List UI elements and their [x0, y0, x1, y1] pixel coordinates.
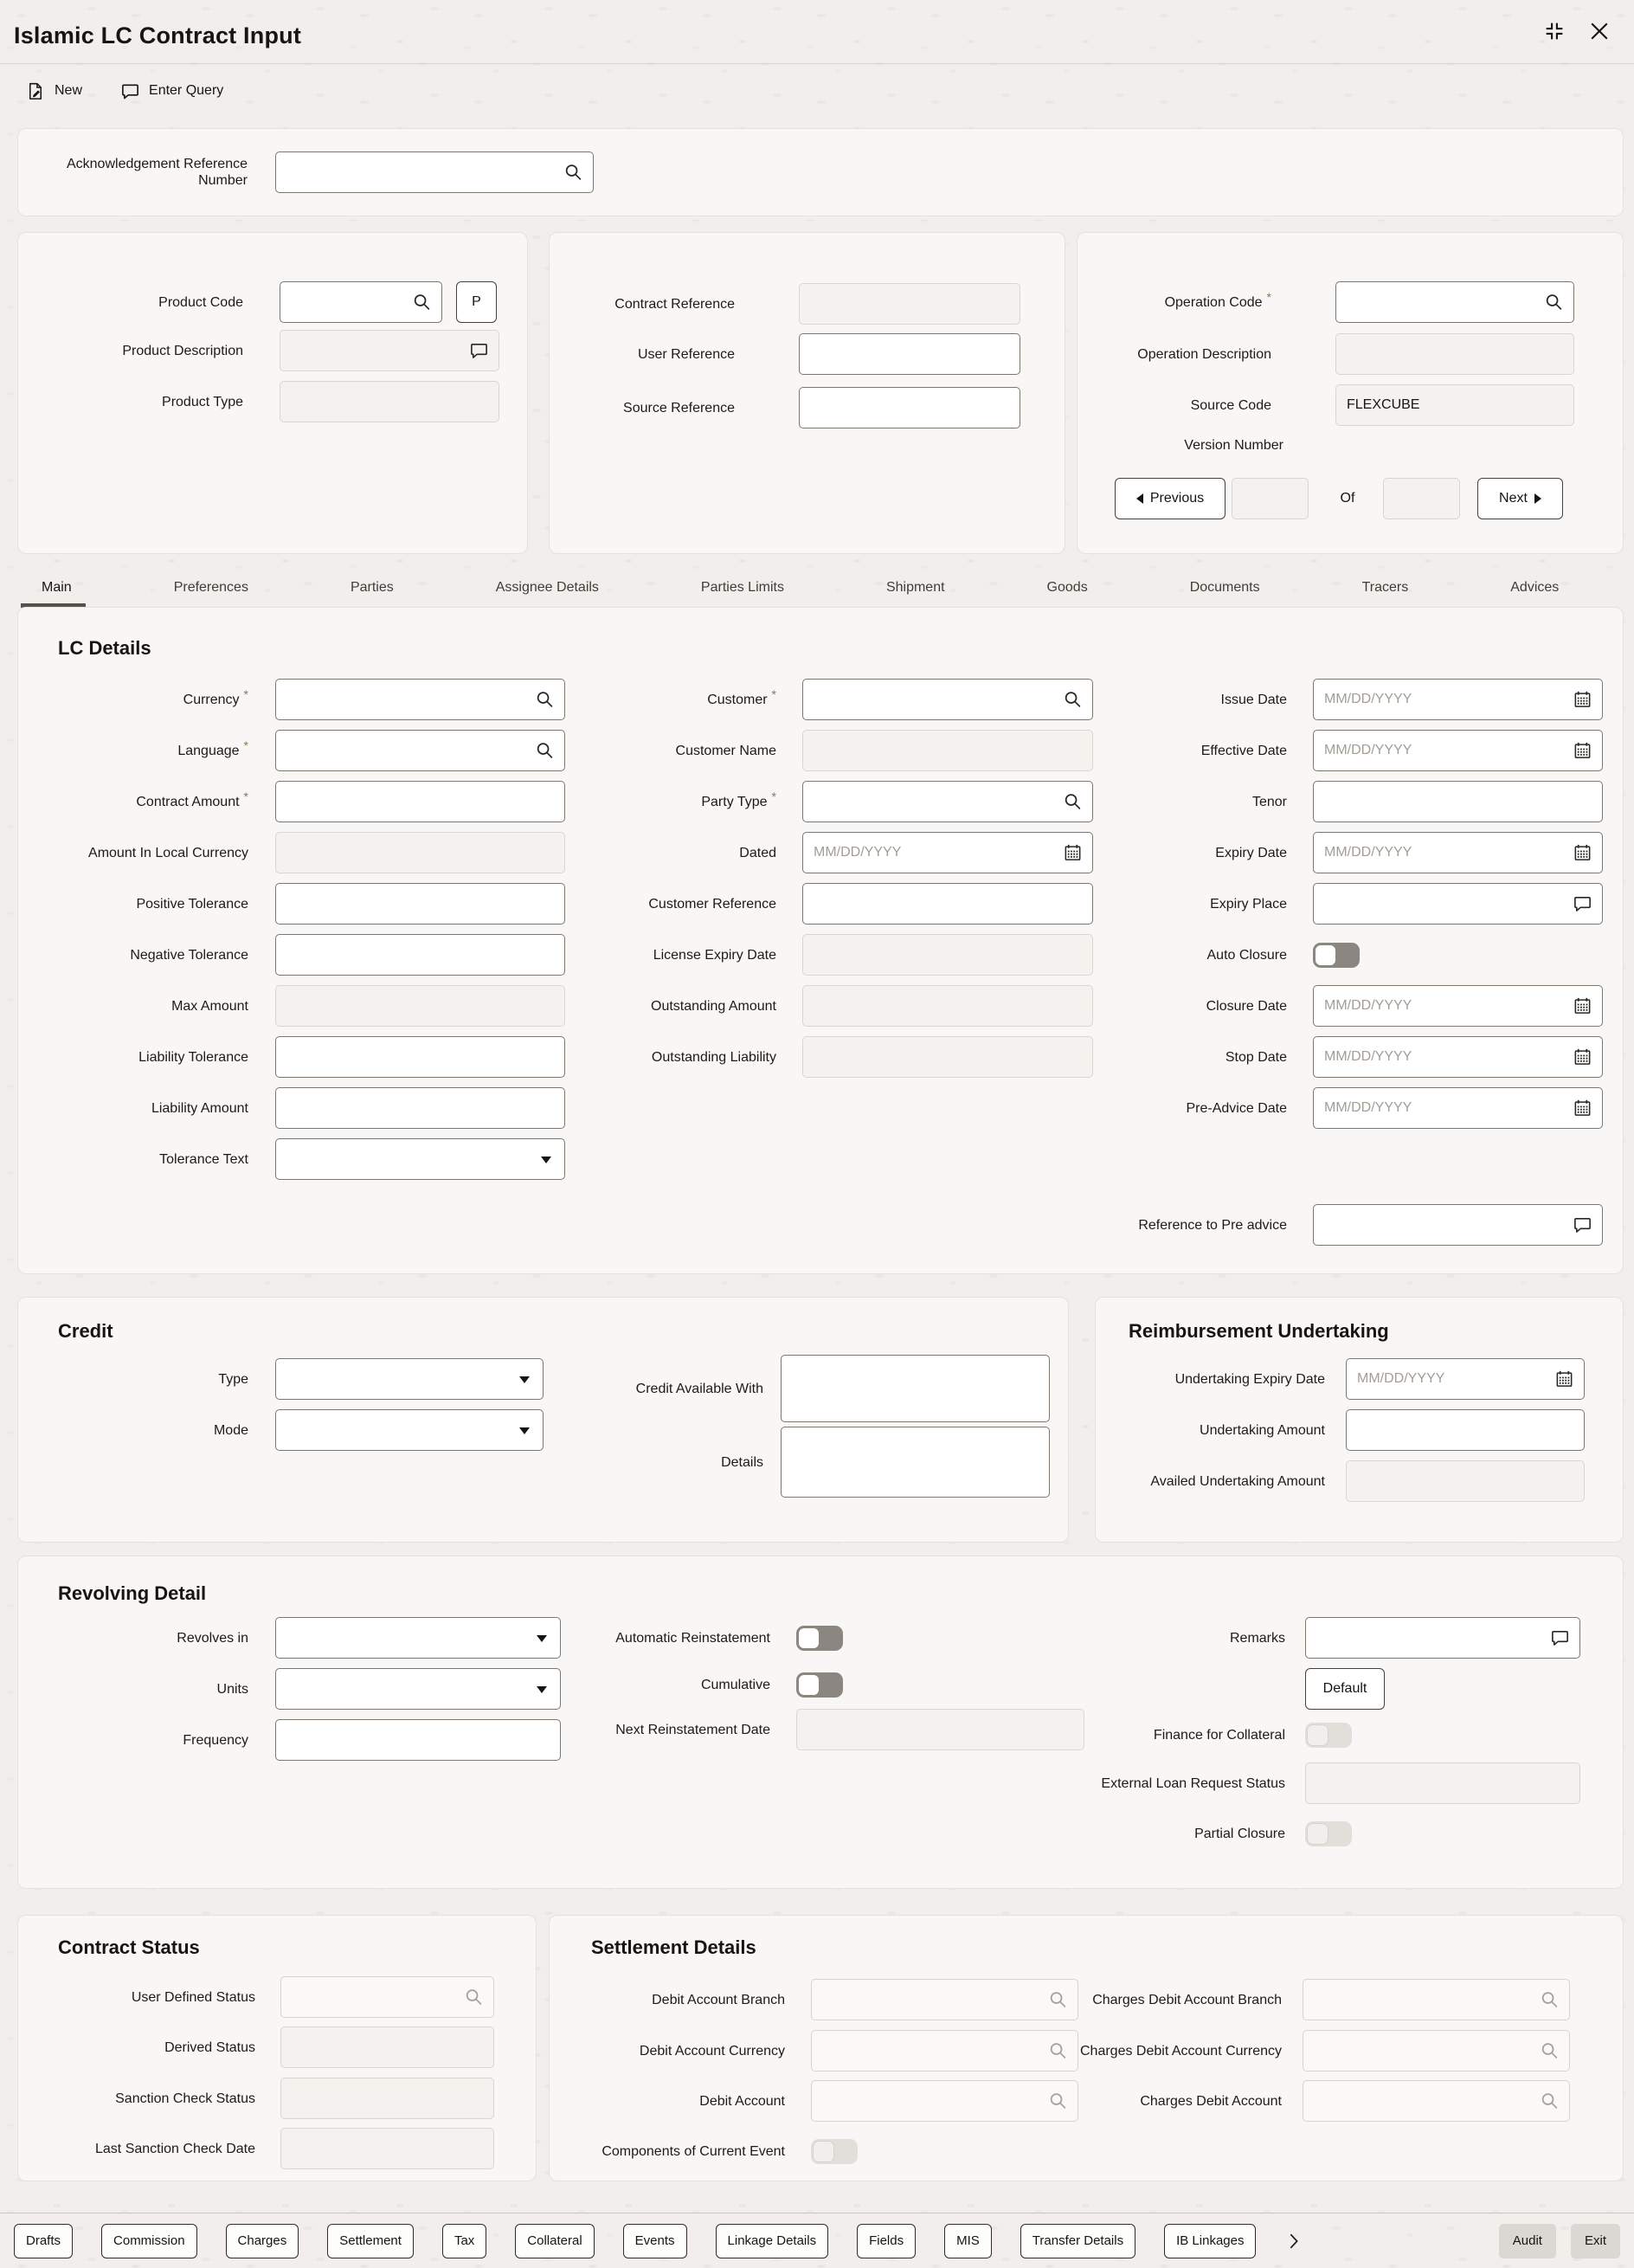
issue-date-label: Issue Date: [1220, 692, 1287, 707]
chevron-down-icon[interactable]: [541, 1157, 551, 1163]
availed-undertaking-amount-field: [1347, 1461, 1584, 1501]
next-reinstatement-date-input: [796, 1709, 1084, 1750]
settlement-details-panel: [549, 1915, 1624, 2181]
customer-label: Customer *: [707, 686, 776, 707]
frequency-label: Frequency: [183, 1732, 248, 1748]
comment-bubble-icon[interactable]: [1573, 894, 1592, 914]
toggle-knob: [798, 1674, 820, 1696]
toggle-knob: [1307, 1724, 1328, 1746]
operation-code-field[interactable]: [1336, 282, 1573, 322]
tab-documents[interactable]: Documents: [1189, 580, 1260, 595]
max-amount-label: Max Amount: [171, 998, 248, 1014]
triangle-right-icon: [1534, 493, 1541, 504]
effective-date-field[interactable]: [1314, 731, 1602, 770]
of-label: Of: [1340, 491, 1355, 506]
customer-name-input: [802, 730, 1093, 771]
product-type-field: [280, 382, 499, 422]
charges-debit-account-field[interactable]: [1303, 2081, 1569, 2121]
operation-description-input: [1335, 333, 1574, 375]
expiry-place-label: Expiry Place: [1210, 896, 1287, 912]
external-loan-request-status-input: [1305, 1762, 1580, 1804]
tab-advices[interactable]: Advices: [1510, 580, 1560, 595]
search-icon[interactable]: [1540, 2041, 1560, 2061]
next-version-button[interactable]: Next: [1477, 478, 1563, 519]
amount-local-currency-input: [275, 832, 565, 873]
source-reference-label: Source Reference: [623, 400, 735, 416]
revolving-panel: [17, 1556, 1624, 1889]
calendar-icon[interactable]: [1573, 690, 1592, 710]
customer-reference-label: Customer Reference: [648, 896, 776, 912]
party-type-input[interactable]: [802, 781, 1093, 822]
calendar-icon[interactable]: [1573, 1099, 1592, 1118]
credit-panel: [17, 1297, 1069, 1543]
expiry-date-field[interactable]: [1314, 833, 1602, 873]
search-icon[interactable]: [1544, 293, 1564, 312]
last-sanction-check-date-input: [280, 2128, 494, 2169]
new-label: New: [55, 83, 83, 98]
required-marker: *: [1266, 289, 1271, 304]
closure-date-field[interactable]: [1314, 986, 1602, 1026]
expiry-place-input[interactable]: [1313, 883, 1603, 925]
units-select[interactable]: [275, 1668, 561, 1710]
operation-description-field: [1336, 334, 1573, 374]
tab-main[interactable]: Main: [42, 571, 72, 607]
contract-status-heading: Contract Status: [58, 1936, 200, 1958]
outstanding-amount-field: [803, 986, 1092, 1026]
toggle-knob: [813, 2141, 834, 2162]
customer-name-field: [803, 731, 1092, 770]
credit-heading: Credit: [58, 1320, 113, 1342]
debit-account-field[interactable]: [812, 2081, 1078, 2121]
comment-bubble-icon[interactable]: [1573, 1215, 1592, 1235]
transfer-details-button[interactable]: Transfer Details: [1020, 2224, 1135, 2258]
acknowledgement-panel: [17, 128, 1624, 216]
toggle-knob: [1315, 944, 1336, 966]
user-reference-field[interactable]: [800, 334, 1020, 374]
source-reference-field[interactable]: [800, 388, 1020, 428]
charges-button[interactable]: Charges: [226, 2224, 299, 2258]
calendar-icon[interactable]: [1573, 1047, 1592, 1067]
undertaking-expiry-date-field[interactable]: [1347, 1359, 1584, 1399]
charges-debit-account-currency-field[interactable]: [1303, 2031, 1569, 2071]
charges-debit-account-input[interactable]: [1303, 2080, 1570, 2122]
negative-tolerance-input[interactable]: [275, 934, 565, 976]
chevron-down-icon[interactable]: [519, 1376, 530, 1383]
reference-panel: [549, 232, 1065, 554]
debit-account-branch-input[interactable]: [811, 1979, 1078, 2020]
derived-status-label: Derived Status: [164, 2039, 255, 2055]
components-of-current-event-toggle: [811, 2139, 858, 2164]
search-icon[interactable]: [1540, 1990, 1560, 2010]
language-field[interactable]: [276, 731, 564, 770]
cumulative-label: Cumulative: [700, 1677, 770, 1692]
comment-bubble-icon[interactable]: [469, 341, 489, 361]
availed-undertaking-amount-input: [1346, 1460, 1585, 1502]
pre-advice-date-label: Pre-Advice Date: [1186, 1100, 1287, 1116]
required-marker: *: [243, 686, 248, 701]
charges-debit-account-label: Charges Debit Account: [1140, 2093, 1282, 2109]
chevron-right-icon[interactable]: [1284, 2232, 1303, 2251]
customer-reference-field[interactable]: [803, 884, 1092, 924]
debit-account-input[interactable]: [811, 2080, 1078, 2122]
expiry-place-field[interactable]: [1314, 884, 1602, 924]
version-total-field: [1384, 479, 1459, 519]
liability-tolerance-input[interactable]: [275, 1036, 565, 1078]
toggle-knob: [798, 1627, 820, 1649]
product-description-input: [280, 330, 499, 371]
audit-button[interactable]: Audit: [1499, 2224, 1556, 2258]
required-marker: *: [771, 789, 776, 803]
tab-preferences[interactable]: Preferences: [173, 580, 248, 595]
undertaking-amount-field[interactable]: [1347, 1410, 1584, 1450]
events-button[interactable]: Events: [623, 2224, 687, 2258]
chevron-down-icon[interactable]: [537, 1686, 547, 1693]
tenor-input[interactable]: [1313, 781, 1603, 822]
language-input[interactable]: [275, 730, 565, 771]
charges-debit-account-branch-input[interactable]: [1303, 1979, 1570, 2020]
tenor-label: Tenor: [1251, 794, 1287, 809]
product-type-input: [280, 381, 499, 422]
mis-button[interactable]: MIS: [944, 2224, 992, 2258]
effective-date-label: Effective Date: [1200, 743, 1287, 758]
dated-field[interactable]: [803, 833, 1092, 873]
previous-version-button[interactable]: Previous: [1115, 478, 1226, 519]
undertaking-expiry-date-label: Undertaking Expiry Date: [1174, 1371, 1325, 1387]
user-defined-status-input[interactable]: [280, 1976, 494, 2018]
frequency-input[interactable]: [275, 1719, 561, 1761]
commission-button[interactable]: Commission: [101, 2224, 197, 2258]
issue-date-input[interactable]: [1313, 679, 1603, 720]
positive-tolerance-label: Positive Tolerance: [136, 896, 248, 912]
closure-date-input[interactable]: [1313, 985, 1603, 1027]
contract-reference-input: [799, 283, 1020, 325]
debit-account-currency-field[interactable]: [812, 2031, 1078, 2071]
search-icon[interactable]: [1048, 1990, 1068, 2010]
currency-label: Currency *: [183, 686, 248, 707]
revolves-in-select[interactable]: [275, 1617, 561, 1659]
calendar-icon[interactable]: [1573, 843, 1592, 863]
effective-date-input[interactable]: [1313, 730, 1603, 771]
automatic-reinstatement-toggle[interactable]: [796, 1626, 843, 1651]
search-icon[interactable]: [1048, 2091, 1068, 2111]
liability-amount-label: Liability Amount: [151, 1100, 248, 1116]
bottom-action-bar: [0, 2213, 1634, 2268]
tab-bar: [0, 571, 1634, 607]
outstanding-amount-input: [802, 985, 1093, 1027]
query-bubble-icon: [120, 81, 140, 101]
operation-code-label: Operation Code *: [1164, 289, 1271, 310]
ack-reference-label: Acknowledgement Reference Number: [66, 157, 248, 188]
customer-reference-input[interactable]: [802, 883, 1093, 925]
sanction-check-status-input: [280, 2078, 494, 2119]
tab-shipment[interactable]: Shipment: [885, 580, 945, 595]
credit-mode-select[interactable]: [275, 1409, 544, 1451]
search-icon[interactable]: [563, 163, 583, 183]
enter-query-button[interactable]: [120, 81, 223, 101]
user-defined-status-label: User Defined Status: [131, 1989, 255, 2005]
tax-button[interactable]: Tax: [442, 2224, 486, 2258]
contract-amount-field[interactable]: [276, 782, 564, 822]
enter-query-label: Enter Query: [149, 83, 224, 98]
auto-closure-label: Auto Closure: [1206, 947, 1287, 963]
closure-date-label: Closure Date: [1206, 998, 1287, 1014]
currency-input[interactable]: [275, 679, 565, 720]
liability-amount-input[interactable]: [275, 1087, 565, 1129]
partial-closure-toggle: [1305, 1821, 1352, 1846]
search-icon[interactable]: [535, 690, 555, 710]
liability-amount-field[interactable]: [276, 1088, 564, 1128]
product-description-field: [280, 331, 499, 370]
search-icon[interactable]: [464, 1988, 484, 2007]
product-description-label: Product Description: [122, 343, 243, 358]
linkage-details-button[interactable]: Linkage Details: [716, 2224, 829, 2258]
tab-tracers[interactable]: Tracers: [1361, 580, 1409, 595]
ack-reference-field[interactable]: [276, 152, 593, 192]
contract-amount-input[interactable]: [275, 781, 565, 822]
credit-mode-label: Mode: [213, 1422, 248, 1438]
remarks-label: Remarks: [1229, 1630, 1285, 1646]
finance-for-collateral-toggle: [1305, 1723, 1352, 1748]
restore-icon[interactable]: [1542, 19, 1566, 43]
drafts-button[interactable]: Drafts: [14, 2224, 73, 2258]
fields-button[interactable]: Fields: [857, 2224, 916, 2258]
customer-field[interactable]: [803, 680, 1092, 719]
version-current-input: [1232, 478, 1309, 519]
external-loan-request-status-field: [1306, 1763, 1579, 1803]
currency-field[interactable]: [276, 680, 564, 719]
undertaking-expiry-date-input[interactable]: [1346, 1358, 1585, 1400]
reference-pre-advice-field[interactable]: [1314, 1205, 1602, 1245]
credit-details-label: Details: [721, 1454, 763, 1470]
user-defined-status-field[interactable]: [281, 1977, 493, 2017]
source-code-input: [1335, 384, 1574, 426]
tolerance-text-field[interactable]: [276, 1139, 564, 1179]
credit-type-label: Type: [218, 1371, 248, 1387]
revolves-in-label: Revolves in: [177, 1630, 248, 1646]
expiry-date-label: Expiry Date: [1215, 845, 1287, 860]
settlement-details-heading: Settlement Details: [591, 1936, 756, 1958]
required-marker: *: [243, 789, 248, 803]
positive-tolerance-field[interactable]: [276, 884, 564, 924]
search-icon[interactable]: [1540, 2091, 1560, 2111]
last-sanction-check-date-label: Last Sanction Check Date: [95, 2141, 255, 2156]
liability-tolerance-label: Liability Tolerance: [138, 1049, 248, 1065]
reimbursement-panel: [1095, 1297, 1624, 1543]
last-sanction-check-date-field: [281, 2129, 493, 2168]
source-reference-input[interactable]: [799, 387, 1020, 428]
credit-type-field[interactable]: [276, 1359, 543, 1399]
titlebar: [0, 0, 1634, 64]
actions-toolbar: [0, 64, 1634, 118]
contract-status-panel: [17, 1915, 537, 2181]
frequency-field[interactable]: [276, 1720, 560, 1760]
credit-available-with-label: Credit Available With: [635, 1381, 763, 1396]
debit-account-label: Debit Account: [699, 2093, 785, 2109]
collateral-button[interactable]: Collateral: [515, 2224, 594, 2258]
dated-input[interactable]: [802, 832, 1093, 873]
remarks-input[interactable]: [1305, 1617, 1580, 1659]
language-label: Language *: [177, 738, 248, 758]
undertaking-amount-label: Undertaking Amount: [1200, 1422, 1325, 1438]
required-marker: *: [771, 686, 776, 701]
ib-linkages-button[interactable]: IB Linkages: [1164, 2224, 1256, 2258]
outstanding-liability-label: Outstanding Liability: [651, 1049, 776, 1065]
product-p-button[interactable]: P: [456, 281, 497, 323]
lc-details-panel: [17, 607, 1624, 1274]
credit-details-input[interactable]: [781, 1427, 1050, 1498]
lc-details-heading: LC Details: [58, 637, 151, 659]
remarks-field[interactable]: [1306, 1618, 1579, 1658]
product-code-label: Product Code: [158, 294, 243, 310]
contract-amount-label: Contract Amount *: [136, 789, 248, 809]
product-panel: [17, 232, 528, 554]
triangle-left-icon: [1136, 493, 1143, 504]
close-icon[interactable]: [1587, 19, 1611, 43]
search-icon[interactable]: [1048, 2041, 1068, 2061]
pre-advice-date-input[interactable]: [1313, 1087, 1603, 1129]
liability-tolerance-field[interactable]: [276, 1037, 564, 1077]
search-icon[interactable]: [412, 293, 432, 312]
units-field[interactable]: [276, 1669, 560, 1709]
tolerance-text-select[interactable]: [275, 1138, 565, 1180]
product-type-label: Product Type: [162, 394, 243, 409]
amount-local-currency-label: Amount In Local Currency: [88, 845, 248, 860]
source-code-label: Source Code: [1190, 397, 1271, 413]
operation-code-input[interactable]: [1335, 281, 1574, 323]
next-reinstatement-date-label: Next Reinstatement Date: [615, 1722, 770, 1737]
positive-tolerance-input[interactable]: [275, 883, 565, 925]
charges-debit-account-currency-label: Charges Debit Account Currency: [1080, 2043, 1282, 2059]
units-label: Units: [216, 1681, 248, 1697]
revolves-in-field[interactable]: [276, 1618, 560, 1658]
comment-bubble-icon[interactable]: [1550, 1628, 1570, 1648]
finance-for-collateral-label: Finance for Collateral: [1153, 1727, 1285, 1743]
operation-panel: [1077, 232, 1624, 554]
partial-closure-label: Partial Closure: [1194, 1826, 1285, 1841]
reference-pre-advice-label: Reference to Pre advice: [1138, 1217, 1287, 1233]
tab-assignee-details[interactable]: Assignee Details: [495, 580, 599, 595]
availed-undertaking-amount-label: Availed Undertaking Amount: [1150, 1473, 1325, 1489]
version-current-field: [1232, 479, 1308, 519]
negative-tolerance-field[interactable]: [276, 935, 564, 975]
components-of-current-event-label: Components of Current Event: [601, 2143, 785, 2159]
credit-available-with-input[interactable]: [781, 1355, 1050, 1422]
customer-name-label: Customer Name: [675, 743, 776, 758]
charges-debit-account-currency-input[interactable]: [1303, 2030, 1570, 2071]
required-marker: *: [243, 738, 248, 752]
version-total-input: [1383, 478, 1460, 519]
pre-advice-date-field[interactable]: [1314, 1088, 1602, 1128]
expiry-date-input[interactable]: [1313, 832, 1603, 873]
user-reference-input[interactable]: [799, 333, 1020, 375]
outstanding-liability-field: [803, 1037, 1092, 1077]
calendar-icon[interactable]: [1573, 741, 1592, 761]
amount-local-currency-field: [276, 833, 564, 873]
reference-pre-advice-input[interactable]: [1313, 1204, 1603, 1246]
stop-date-label: Stop Date: [1225, 1049, 1287, 1065]
new-document-icon: [26, 81, 46, 101]
issue-date-field[interactable]: [1314, 680, 1602, 719]
outstanding-liability-input: [802, 1036, 1093, 1078]
undertaking-amount-input[interactable]: [1346, 1409, 1585, 1451]
license-expiry-date-label: License Expiry Date: [653, 947, 776, 963]
party-type-field[interactable]: [803, 782, 1092, 822]
debit-account-currency-label: Debit Account Currency: [639, 2043, 785, 2059]
contract-reference-field: [800, 284, 1020, 324]
exit-button[interactable]: Exit: [1571, 2224, 1620, 2258]
license-expiry-date-field: [803, 935, 1092, 975]
stop-date-input[interactable]: [1313, 1036, 1603, 1078]
sanction-check-status-label: Sanction Check Status: [115, 2091, 255, 2106]
user-reference-label: User Reference: [637, 346, 735, 362]
external-loan-request-status-label: External Loan Request Status: [1101, 1775, 1285, 1791]
source-code-field: [1336, 385, 1573, 425]
derived-status-input: [280, 2026, 494, 2068]
calendar-icon[interactable]: [1554, 1369, 1574, 1389]
tab-goods[interactable]: Goods: [1046, 580, 1088, 595]
chevron-down-icon[interactable]: [537, 1635, 547, 1642]
credit-mode-field[interactable]: [276, 1410, 543, 1450]
max-amount-input: [275, 985, 565, 1027]
tolerance-text-label: Tolerance Text: [159, 1151, 248, 1167]
new-button[interactable]: [26, 81, 82, 101]
charges-debit-account-branch-field[interactable]: [1303, 1980, 1569, 2020]
page-title: Islamic LC Contract Input: [14, 23, 302, 48]
revolving-heading: Revolving Detail: [58, 1582, 207, 1604]
tenor-field[interactable]: [1314, 782, 1602, 822]
auto-closure-toggle[interactable]: [1313, 943, 1360, 968]
debit-account-currency-input[interactable]: [811, 2030, 1078, 2071]
default-button[interactable]: Default: [1305, 1668, 1385, 1710]
max-amount-field: [276, 986, 564, 1026]
chevron-down-icon[interactable]: [519, 1427, 530, 1434]
ack-reference-input[interactable]: [275, 151, 594, 193]
reimbursement-heading: Reimbursement Undertaking: [1129, 1320, 1389, 1342]
sanction-check-status-field: [281, 2078, 493, 2118]
debit-account-branch-field[interactable]: [812, 1980, 1078, 2020]
contract-reference-label: Contract Reference: [614, 296, 735, 312]
tab-parties-limits[interactable]: Parties Limits: [700, 580, 784, 595]
party-type-label: Party Type *: [701, 789, 776, 809]
next-reinstatement-date-field: [797, 1710, 1084, 1749]
search-icon[interactable]: [535, 741, 555, 761]
debit-account-branch-label: Debit Account Branch: [652, 1992, 785, 2007]
settlement-button[interactable]: Settlement: [327, 2224, 414, 2258]
tab-parties[interactable]: Parties: [350, 580, 394, 595]
stop-date-field[interactable]: [1314, 1037, 1602, 1077]
negative-tolerance-label: Negative Tolerance: [130, 947, 248, 963]
product-code-input[interactable]: [280, 281, 442, 323]
charges-debit-account-branch-label: Charges Debit Account Branch: [1092, 1992, 1282, 2007]
version-number-label: Version Number: [1184, 437, 1283, 453]
dated-label: Dated: [739, 845, 776, 860]
derived-status-field: [281, 2027, 493, 2067]
automatic-reinstatement-label: Automatic Reinstatement: [615, 1630, 770, 1646]
operation-description-label: Operation Description: [1137, 346, 1271, 362]
toggle-knob: [1307, 1823, 1328, 1845]
license-expiry-date-input: [802, 934, 1093, 976]
calendar-icon[interactable]: [1573, 996, 1592, 1016]
outstanding-amount-label: Outstanding Amount: [651, 998, 776, 1014]
credit-type-select[interactable]: [275, 1358, 544, 1400]
customer-input[interactable]: [802, 679, 1093, 720]
cumulative-toggle[interactable]: [796, 1672, 843, 1698]
